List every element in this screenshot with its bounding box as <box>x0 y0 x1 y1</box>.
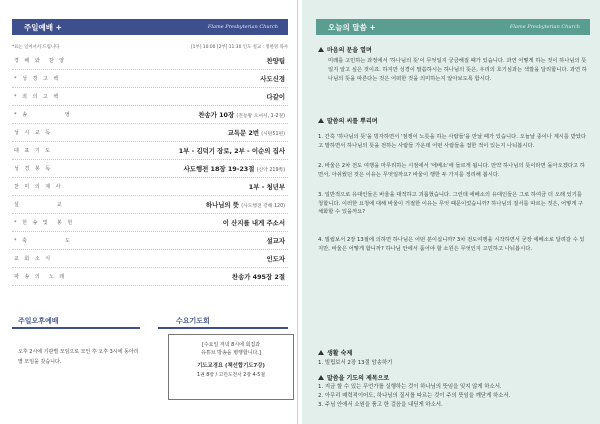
order-value: 찬송가 10장 <box>198 111 235 119</box>
wednesday-line-3: 기도교경요 (책선합기도7강) <box>197 363 265 369</box>
order-label: 성 경 봉 독 <box>14 166 53 172</box>
order-sub: (시편51편) <box>261 132 285 137</box>
order-label: 대 표 기 도 <box>14 148 53 154</box>
order-label: * 송 영 <box>14 112 72 118</box>
prayer-item: 3. 주님 안에서 소원을 품고 한 걸음을 내딛게 하소서. <box>318 401 443 408</box>
homework-section <box>318 348 588 368</box>
order-row <box>12 142 288 160</box>
section-heading <box>318 373 588 382</box>
order-row <box>12 214 288 232</box>
order-row <box>12 106 288 124</box>
order-value: 1부 - 청년부 <box>248 183 285 191</box>
left-page <box>0 0 298 424</box>
triangle-icon <box>318 118 324 123</box>
wednesday-line-2: 유튜브 방송을 병행합니다.] <box>201 350 261 356</box>
prayer-item: 1. 지금 할 수 있는 무언가를 실행하는 것이 하나님의 뜻임을 잊지 않게 하소서. <box>318 384 502 390</box>
triangle-icon <box>318 375 324 380</box>
order-label: 찬 미 의 제 사 <box>14 184 63 190</box>
order-label: * 죄 의 고 백 <box>14 94 61 100</box>
order-of-worship <box>12 52 288 286</box>
order-row <box>12 88 288 106</box>
order-label: * 성 경 고 백 <box>14 76 61 82</box>
order-value: 찬송가 495장 2절 <box>231 273 285 281</box>
opening-section <box>318 45 588 84</box>
order-row <box>12 70 288 88</box>
service-times: [1부] 10:00 [2부] 11:30 인도 설교 : 정한영 목사 <box>190 45 288 50</box>
order-value: 다같이 <box>266 93 285 101</box>
order-row <box>12 160 288 178</box>
standing-note: *표는 일어서서 드립니다 <box>12 45 60 50</box>
prayer-item: 2. 아무리 매력적이어도, 하나님의 질서를 따르는 것이 주의 뜻임을 깨닫게 하소서. <box>318 392 511 399</box>
order-row <box>12 124 288 142</box>
triangle-icon <box>318 47 324 52</box>
order-value: 사도행전 18장 19-23절 <box>183 165 255 173</box>
order-label: 설 교 <box>14 202 64 208</box>
todays-word-banner <box>316 19 590 35</box>
homework-text: 1. 빌립보서 2장 13절 암송하기 <box>318 360 393 366</box>
right-page <box>302 0 600 424</box>
order-row <box>12 232 288 250</box>
order-sub: (전능왕 오셔서, 1-2절) <box>236 114 285 119</box>
order-sub: (사도행전 강해 120) <box>241 204 285 209</box>
order-value: 1부 - 김덕기 장로, 2부 - 이순의 집사 <box>178 147 285 155</box>
order-value: 이 산지를 내게 주소서 <box>222 219 285 227</box>
question-3: 3. 일반적으로 유대인들은 바울을 대적하고 괴롭혔습니다. 그런데 에베소의 유대인들은 그로 하여금 더 오래 있기를 청합니다. 이러한 요청에 대해 바울이 거절한 이유는 무엇 때문이었습니까? 하나님의 질서를 따르는 것은, 어떻게 구체화할 수 있을까요? <box>318 191 584 216</box>
order-row <box>12 52 288 70</box>
wednesday-prayer-box <box>168 334 294 400</box>
order-value: 인도자 <box>266 255 285 263</box>
afternoon-service-text: 오후 2시에 기관별 모임으로 모인 후 오후 3시에 동아리별 모임을 갖습니다. <box>18 349 139 365</box>
church-name: Flame Presbyterian Church <box>207 24 278 30</box>
order-row <box>12 178 288 196</box>
prayer-section <box>318 373 588 410</box>
sowing-section <box>318 116 588 254</box>
order-row <box>12 196 288 214</box>
order-label: * 헌 송 및 봉 헌 <box>14 220 75 226</box>
order-label: 성 시 교 독 <box>14 130 53 136</box>
section-heading <box>318 348 588 357</box>
order-value: 찬양팀 <box>266 57 285 65</box>
wednesday-line-1: [수요일 저녁 8시에 회집과 <box>201 342 261 348</box>
order-label: 경 배 와 찬 양 <box>14 58 67 64</box>
order-label: 교 회 소 식 <box>14 256 53 262</box>
todays-word-title: 오늘의 말씀 + <box>328 22 376 32</box>
church-name: Flame Presbyterian Church <box>509 24 580 30</box>
order-value: 설교자 <box>266 237 285 245</box>
order-value: 교독문 2번 <box>227 129 260 137</box>
triangle-icon <box>318 350 324 355</box>
question-4: 4. 빌립보서 2장 13절에 의하면 하나님은 어떤 분이십니까? 3차 전도여행을 시작하면서 굳장 에베소로 달려갈 수 있지만, 바울은 어떻게 합니까? 하나님 안에서 품어야 할 소원은 무엇인지 고민하고 나눠봅시다. <box>318 237 585 253</box>
sowing-title: 말씀의 씨를 뿌리며 <box>327 118 378 125</box>
wednesday-prayer-title: 수요기도회 <box>176 317 210 325</box>
afternoon-service-title: 주일오후예배 <box>18 317 59 325</box>
wednesday-divider <box>158 327 288 329</box>
question-1: 1. 간혹 '하나님의 뜻'을 빙자하면서 '점쟁이 노릇을 하는 사람들'을 만날 때가 있습니다. 오늘날 종이나 계시를 받았다고 말하면서 하나님의 뜻을 전하는 사람들 가운데 어떤 사람들을 접한 적이 있는지 나눠봅시다. <box>318 134 587 149</box>
order-row <box>12 250 288 268</box>
section-heading <box>318 116 588 125</box>
order-value: 하나님의 뜻 <box>205 201 239 209</box>
opening-title: 마음의 문을 열며 <box>327 47 372 54</box>
order-value: 사도신경 <box>260 75 285 83</box>
order-row <box>12 268 288 286</box>
sunday-service-banner <box>12 19 288 35</box>
sunday-service-title: 주일예배 + <box>24 22 62 32</box>
question-2: 2. 바울은 2차 전도 여행을 마무리하는 시점에서 '에베소'에 들르게 됩니다. 만약 하나님의 뜻이라면 돌아오겠다고 하면서, 아쉬웠던 것은 이유는 무엇일까요? 바울이 행한 두 가지를 정리해 봅시다. <box>318 162 585 178</box>
homework-title: 생활 숙제 <box>327 350 353 357</box>
order-sub: (신약 219쪽) <box>256 168 285 173</box>
prayer-title: 말씀을 기도의 제목으로 <box>327 375 390 382</box>
service-notes <box>12 44 288 50</box>
order-label: * 축 도 <box>14 238 72 244</box>
opening-text: 미래를 고민하는 과정에서 '하나님의 뜻'이 무엇일지 궁금해질 때가 있습니다. 과연 어떻게 하는 것이 하나님의 뜻일지 알고 싶은 것이죠. 하지만 성경이 말씀하시는 하나님의 뜻은, 우리의 호기심과는 색깔을 달리합니다. 과연 하나님의 뜻을 따른다는 것은 어떠한 것을 의미하는지 알아보도록 합시다. <box>328 58 587 82</box>
order-label: 파 송 의 노 래 <box>14 274 67 280</box>
wednesday-line-4: 1권 8장 / 고린도전서 2장 4-5절 <box>197 373 265 378</box>
section-heading <box>318 45 588 54</box>
afternoon-divider <box>12 327 140 329</box>
